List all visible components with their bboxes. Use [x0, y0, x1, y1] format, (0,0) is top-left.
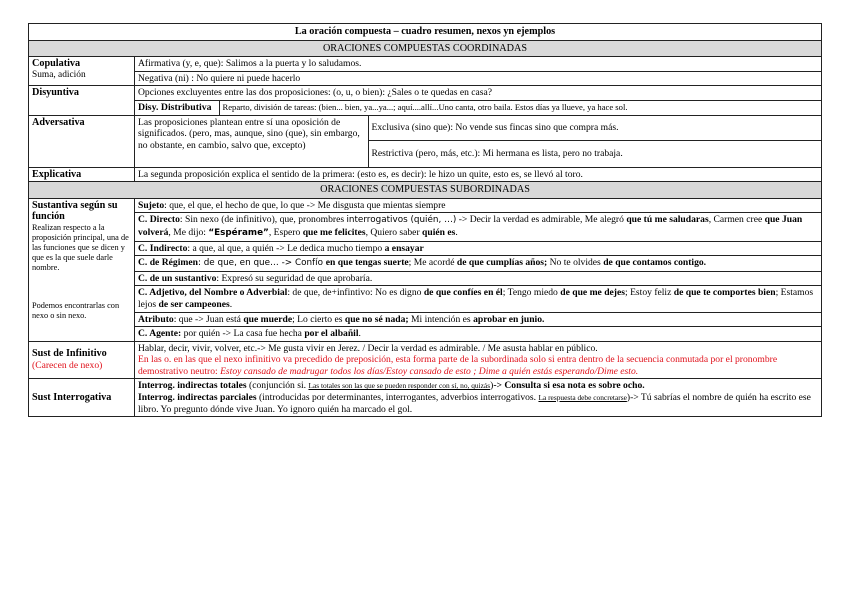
atributo-text-a: : que -> Juan está	[173, 313, 244, 325]
parciales-note: La respuesta debe concretarse	[538, 393, 627, 403]
sujeto-text: : que, el que, el hecho de que, lo que -> Me disgusta que mientas siempre	[164, 199, 446, 211]
regimen-label: C. de Régimen	[138, 257, 198, 269]
agente-row	[29, 327, 822, 342]
adjetivo-text-e: ; Estoy feliz	[625, 287, 674, 299]
sustantiva-note: Podemos encontrarlas con nexo o sin nexo.	[32, 300, 120, 320]
regimen-text-b: en que tengas suerte	[325, 257, 409, 269]
sustantivo-row	[29, 271, 822, 286]
directo-cell	[135, 213, 822, 241]
summary-table	[28, 23, 822, 417]
regimen-text-f: de que contamos contigo.	[603, 257, 707, 269]
infinitivo-red-italic: Estoy cansado de madrugar todos los días/Estoy cansado de esto ; Dime a quién estás esperando/Dime esto.	[220, 365, 639, 377]
adjetivo-text-b: de que confíes en él	[423, 287, 503, 299]
adversativa-row	[29, 115, 822, 167]
copulativa-negativa: Negativa (ni) : No quiere ni puede hacerlo	[135, 71, 822, 86]
totales-label: Interrog. indirectas totales	[138, 380, 247, 392]
agente-cell	[135, 327, 822, 342]
adjetivo-text-h: de ser campeones	[158, 298, 230, 310]
adversativa-restrictiva: Restrictiva (pero, más, etc.): Mi hermana es lista, pero no trabaja.	[368, 140, 821, 167]
regimen-cell	[135, 256, 822, 272]
subordinadas-header-row	[29, 182, 822, 199]
disyuntiva-row-2	[29, 100, 822, 115]
copulativa-row-1	[29, 57, 822, 72]
sustantivo-label: C. de un sustantivo	[138, 272, 217, 284]
sustantiva-label-cell	[29, 198, 135, 341]
atributo-text-e: Mi intención es	[408, 313, 474, 325]
disyuntiva-excluyentes: Opciones excluyentes entre las dos proposiciones: (o, u, o bien): ¿Sales o te quedas en casa?	[135, 86, 822, 101]
explicativa-title: Explicativa	[29, 167, 135, 182]
interrogativa-row	[29, 379, 822, 417]
sujeto-label: Sujeto	[138, 199, 165, 211]
indirecto-row	[29, 241, 822, 256]
coordinadas-header-row	[29, 40, 822, 57]
infinitivo-cell	[135, 341, 822, 379]
sustantivo-cell	[135, 271, 822, 286]
agente-text-a: por quién -> La casa fue hecha	[181, 328, 305, 340]
directo-row	[29, 213, 822, 241]
copulativa-title: Copulativa	[32, 58, 81, 70]
adversativa-inner-table	[135, 116, 821, 167]
adjetivo-text-c: ; Tengo miedo	[502, 287, 561, 299]
parciales-text-b: )	[626, 392, 631, 404]
summary-document	[28, 23, 821, 417]
disyuntiva-row-1	[29, 86, 822, 101]
directo-text-i: , Espero	[268, 226, 303, 238]
directo-text-g: , Me dijo:	[168, 226, 209, 238]
sustantivo-text: : Expresó su seguridad de que aprobaría.	[216, 272, 373, 284]
adjetivo-text-f: de que te comportes bien	[673, 287, 776, 299]
coordinadas-header: ORACIONES COMPUESTAS COORDINADAS	[29, 40, 822, 57]
adjetivo-cell	[135, 286, 822, 312]
sujeto-cell	[135, 198, 822, 213]
totales-text-b: )	[490, 380, 494, 392]
directo-text-h: “Espérame”	[208, 227, 269, 238]
adversativa-description: Las proposiciones plantean entre sí una oposición de significados. (pero, mas, aunque, sino (que), sin embargo, no obstante, en cambio, salvo que, excepto)	[138, 116, 360, 151]
agente-text-c: .	[358, 328, 361, 340]
adjetivo-text-d: de que me dejes	[560, 287, 625, 299]
directo-text-m: .	[455, 226, 458, 238]
indirecto-label: C. Indirecto	[138, 242, 188, 254]
totales-note: Las totales son las que se pueden responder con sí, no, quizás	[308, 381, 491, 391]
indirecto-text: : a que, al que, a quién -> Le dedica mucho tiempo	[187, 242, 385, 254]
directo-text-d: que tú me saludaras	[626, 214, 709, 226]
copulativa-afirmativa: Afirmativa (y, e, que): Salimos a la puerta y lo saludamos.	[135, 57, 822, 72]
sustantiva-title: Sustantiva según su función	[32, 199, 118, 223]
distributiva-inner-table	[135, 101, 821, 115]
document-title: La oración compuesta – cuadro resumen, nexos yn ejemplos	[29, 24, 822, 41]
atributo-text-d: que no sé nada;	[344, 313, 409, 325]
infinitivo-label-cell	[29, 341, 135, 379]
interrogativa-cell	[135, 379, 822, 417]
directo-text-e: , Carmen cree	[708, 214, 765, 226]
atributo-text-c: ; Lo cierto es	[292, 313, 345, 325]
explicativa-row	[29, 167, 822, 182]
totales-text-a: (conjunción si.	[246, 380, 309, 392]
copulativa-subtitle: Suma, adición	[32, 69, 86, 80]
adversativa-title: Adversativa	[32, 116, 85, 128]
directo-text-b: interrogativos (quién, …)	[346, 215, 457, 226]
adjetivo-text-g: ; Estamos lejos	[138, 287, 814, 310]
indirecto-bold: a ensayar	[384, 242, 424, 254]
disyuntiva-title: Disyuntiva	[32, 87, 79, 99]
agente-label: C. Agente:	[138, 328, 182, 340]
sujeto-row	[29, 198, 822, 213]
adjetivo-row	[29, 286, 822, 312]
directo-text-j: que me felicites	[302, 226, 366, 238]
infinitivo-line1: Hablar, decir, vivir, volver, etc.-> Me gusta vivir en Jerez. / Decir la verdad es admirable. / Me asusta hablar en público.	[138, 342, 598, 354]
agente-text-b: por el albañil	[304, 328, 359, 340]
infinitivo-title: Sust de Infinitivo	[32, 348, 107, 360]
explicativa-text: La segunda proposición explica el sentido de la primera: (esto es, es decir): le hizo un quite, esto es, se llevó al toro.	[135, 167, 822, 182]
parciales-label: Interrog. indirectas parciales	[138, 392, 257, 404]
adversativa-label-cell	[29, 115, 135, 167]
regimen-text-c: ; Me acordé	[408, 257, 457, 269]
copulativa-row-2	[29, 71, 822, 86]
interrogativa-title: Sust Interrogativa	[29, 379, 135, 417]
title-row	[29, 24, 822, 41]
parciales-text-c: -> Tú sabrías el nombre de quién ha escrito ese libro. Yo pregunto dónde vive Juan. Yo ignoro quién ha marcado el gol.	[138, 392, 811, 415]
infinitivo-row	[29, 341, 822, 379]
directo-text-f: que Juan volverá	[138, 214, 803, 238]
directo-text-k: , Quiero saber	[365, 226, 423, 238]
distributiva-label: Disy. Distributiva	[138, 101, 212, 113]
regimen-text-d: de que cumplías años;	[456, 257, 548, 269]
disyuntiva-label-cell	[29, 86, 135, 115]
regimen-text-a: : de que, en que… -> Confío	[197, 258, 326, 269]
infinitivo-red-text: En las o. en las que el nexo infinitivo va precedido de preposición, esta forma parte de la subordinada solo si entra dentro de la secuencia conmutada por el pronombre demostrativo neutro:	[138, 354, 778, 377]
directo-text-a: : Sin nexo (de infinitivo), que, pronombres	[179, 214, 347, 226]
adjetivo-text-a: : de que, de+infintivo: No es digno	[287, 287, 424, 299]
adjetivo-text-i: .	[229, 298, 233, 310]
subordinadas-header: ORACIONES COMPUESTAS SUBORDINADAS	[29, 182, 822, 199]
adjetivo-label: C. Adjetivo, del Nombre o Adverbial	[138, 287, 288, 299]
disyuntiva-distributiva-cell	[135, 100, 822, 115]
directo-text-l: quién es	[422, 226, 456, 238]
sustantiva-description: Realizan respecto a la proposición principal, una de las funciones que se dicen y que es la que suele darle nombre.	[32, 222, 129, 272]
regimen-row	[29, 256, 822, 272]
directo-text-c: -> Decir la verdad es admirable, Me alegró	[456, 214, 627, 226]
regimen-text-e: No te olvides	[547, 257, 604, 269]
atributo-text-f: aprobar en junio.	[473, 313, 545, 325]
directo-label: C. Directo	[138, 214, 180, 226]
parciales-text-a: (introducidas por determinantes, interrogantes, adverbios interrogativos.	[256, 392, 539, 404]
adversativa-content-cell	[135, 115, 822, 167]
totales-arrow: -> Consulta si esa nota es sobre ocho.	[493, 380, 645, 392]
atributo-text-b: que muerde	[243, 313, 293, 325]
adversativa-exclusiva: Exclusiva (sino que): No vende sus fincas sino que compra más.	[368, 116, 821, 141]
copulativa-label-cell	[29, 57, 135, 86]
atributo-cell	[135, 312, 822, 327]
distributiva-text: Reparto, división de tareas: (bien... bien, ya...ya...; aquí....allí...Uno canta, otro baila. Estos días ya llueve, ya hace sol.	[219, 101, 821, 115]
atributo-row	[29, 312, 822, 327]
infinitivo-subtitle: (Carecen de nexo)	[32, 360, 103, 372]
indirecto-cell	[135, 241, 822, 256]
atributo-label: Atributo	[138, 313, 174, 325]
